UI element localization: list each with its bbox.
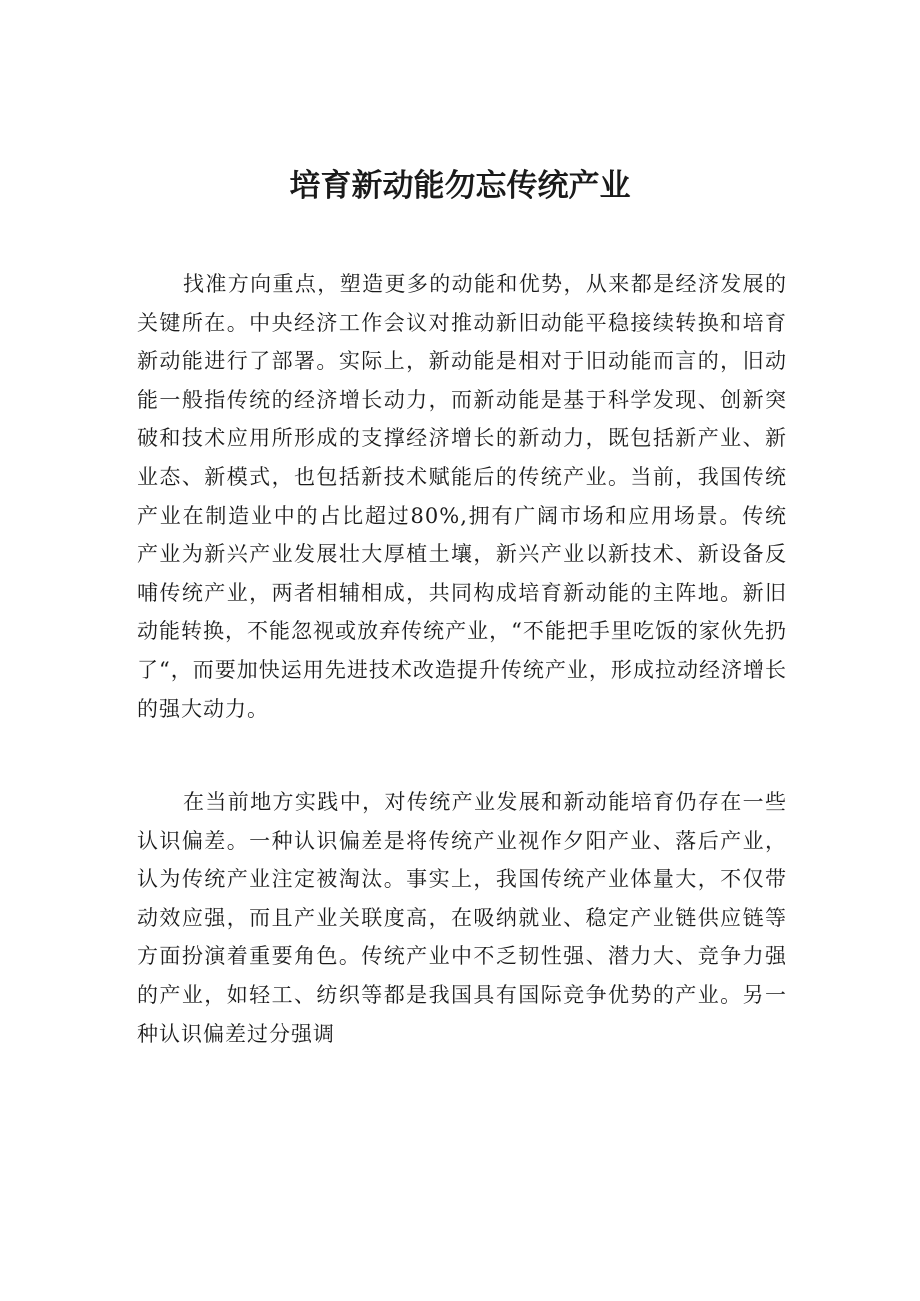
paragraph-2: 在当前地方实践中，对传统产业发展和新动能培育仍存在一些认识偏差。一种认识偏差是将传统产业视作夕阳产业、落后产业，认为传统产业注定被淘汰。事实上，我国传统产业体量大，不仅带动效应强，而且产业关联度高，在吸纳就业、稳定产业链供应链等方面扮演着重要角色。传统产业中不乏韧性强、潜力大、竞争力强的产业，如轻工、纺织等都是我国具有国际竞争优势的产业。另一种认识偏差过分强调 — [137, 790, 787, 1046]
paragraph-1: 找准方向重点，塑造更多的动能和优势，从来都是经济发展的关键所在。中央经济工作会议对推动新旧动能平稳接续转换和培育新动能进行了部署。实际上，新动能是相对于旧动能而言的，旧动能一般指传统的经济增长动力，而新动能是基于科学发现、创新突破和技术应用所形成的支撑经济增长的新动力，既包括新产业、新业态、新模式，也包括新技术赋能后的传统产业。当前，我国传统产业在制造业中的占比超过80%,拥有广阔市场和应用场景。传统产业为新兴产业发展壮大厚植土壤，新兴产业以新技术、新设备反哺传统产业，两者相辅相成，共同构成培育新动能的主阵地。新旧动能转换，不能忽视或放弃传统产业，“不能把手里吃饭的家伙先扔了“，而要加快运用先进技术改造提升传统产业，形成拉动经济增长的强大动力。 — [137, 272, 787, 721]
document-title: 培育新动能勿忘传统产业 — [289, 168, 631, 204]
